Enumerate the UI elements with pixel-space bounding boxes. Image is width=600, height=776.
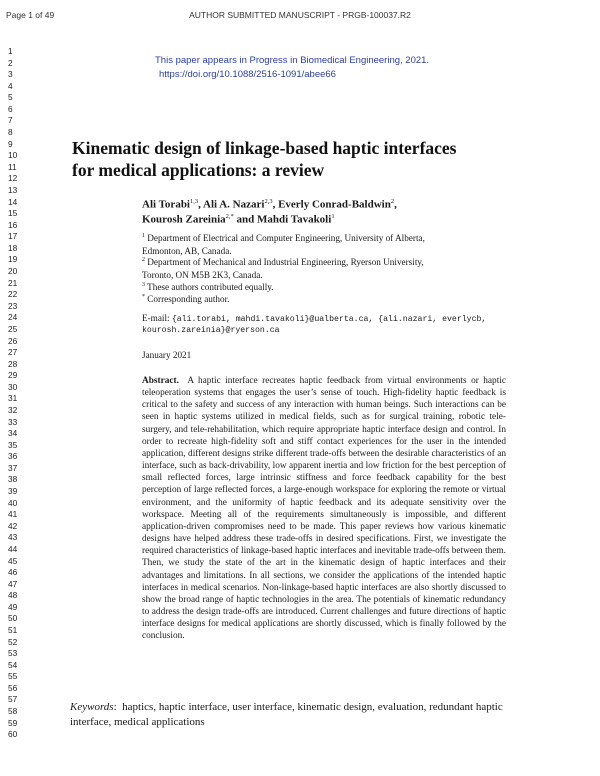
line-number: 1 — [8, 46, 13, 56]
paper-title-line2: for medical applications: a review — [72, 160, 325, 180]
line-number: 42 — [8, 520, 18, 531]
corresponding-author-note: * Corresponding author. — [142, 294, 230, 305]
line-number: 25 — [8, 323, 18, 334]
email-line-2[interactable]: kourosh.zareinia}@ryerson.ca — [142, 326, 280, 335]
line-number: 48 — [8, 590, 18, 601]
doi-link[interactable]: https://doi.org/10.1088/2516-1091/abee66 — [159, 69, 336, 80]
author-affiliation-mark: 1 — [331, 213, 335, 220]
line-number: 4 — [8, 80, 13, 91]
line-number: 33 — [8, 416, 18, 427]
keywords: Keywords: haptics, haptic interface, user interface, kinematic design, evaluation, redundant haptic interface, medical applications — [70, 701, 503, 728]
author-name: Mahdi Tavakoli — [257, 213, 332, 226]
author-affiliation-mark: 2 — [390, 198, 395, 205]
line-number: 35 — [8, 439, 18, 450]
author-affiliation-mark: 1,3 — [190, 198, 199, 205]
author-name: Ali Torabi — [142, 198, 190, 211]
line-number: 6 — [8, 103, 13, 114]
author-affiliation-mark: 2,* — [225, 213, 234, 220]
line-number: 38 — [8, 474, 18, 485]
line-number: 31 — [8, 393, 18, 404]
line-number: 12 — [8, 173, 18, 184]
author-name: Everly Conrad-Baldwin — [278, 198, 391, 211]
line-number: 21 — [8, 277, 18, 288]
author-line-2: Kourosh Zareinia$^{2,*}$ and Mahdi Tavakoli$^1$ — [142, 213, 335, 226]
line-number: 49 — [8, 601, 18, 612]
line-number: 10 — [8, 150, 18, 161]
line-number: 57 — [8, 694, 18, 705]
line-number: 52 — [8, 636, 18, 647]
line-number: 40 — [8, 497, 18, 508]
line-number: 20 — [8, 266, 18, 277]
line-number: 45 — [8, 555, 18, 566]
equal-contribution-note: $^3$ These authors contributed equally. — [142, 282, 274, 293]
author-name: Kourosh Zareinia — [142, 213, 226, 226]
abstract — [142, 375, 506, 642]
line-number: 19 — [8, 254, 18, 265]
line-number: 17 — [8, 231, 18, 242]
line-number: 24 — [8, 312, 18, 323]
line-number: 58 — [8, 706, 18, 717]
paper-title-line1: Kinematic design of linkage-based haptic interfaces — [72, 138, 457, 158]
line-number: 29 — [8, 370, 18, 381]
line-number: 22 — [8, 289, 18, 300]
manuscript-label: AUTHOR SUBMITTED MANUSCRIPT - PRGB-100037.R2 — [189, 10, 411, 20]
affiliation-2: $^2$ Department of Mechanical and Industrial Engineering, Ryerson University, — [142, 257, 424, 268]
affiliation-1-cont: Edmonton, AB, Canada. — [142, 246, 232, 256]
line-number: 16 — [8, 219, 18, 230]
email-label: E-mail: — [142, 313, 170, 323]
line-number: 47 — [8, 578, 18, 589]
line-number: 54 — [8, 659, 18, 670]
email-addresses[interactable]: {ali.torabi, mahdi.tavakoli}@ualberta.ca, {ali.nazari, everlycb, — [171, 315, 487, 324]
line-number: 30 — [8, 381, 18, 392]
line-number: 7 — [8, 115, 13, 126]
line-number: 53 — [8, 648, 18, 659]
line-number: 11 — [8, 161, 17, 172]
affiliation-2-cont: Toronto, ON M5B 2K3, Canada. — [142, 270, 263, 280]
line-number: 56 — [8, 682, 18, 693]
line-number: 27 — [8, 347, 18, 358]
line-number: 44 — [8, 543, 18, 554]
line-number: 60 — [8, 729, 18, 740]
line-number: 34 — [8, 428, 18, 439]
email-line-1 — [142, 313, 486, 324]
line-number: 13 — [8, 184, 18, 195]
line-number: 46 — [8, 567, 18, 578]
line-number: 14 — [8, 196, 18, 207]
submission-date: January 2021 — [142, 350, 192, 360]
page-indicator: Page 1 of 49 — [6, 10, 55, 20]
affiliation-1: $^1$ Department of Electrical and Computer Engineering, University of Alberta, — [142, 233, 425, 244]
line-number: 59 — [8, 717, 18, 728]
abstract-text: A haptic interface recreates haptic feedback from virtual environments or haptic teleoperation systems that engages the user’s sense of touch. High-fidelity haptic feedback is critical to the safety and success of any interaction with human beings. Such interactions can be seen in haptic systems utilized in medical fields, such as for surgical training, robotic tele-surgery, and tele-rehabilitation, which require appropriate haptic interface design and control. In order to recreate high-fidelity soft and stiff contact experiences for the user in the intended application, different designs strike different trade-offs between the desirable characteristics of an interface, such as back-drivability, low apparent inertia and low friction for the best perception of small reflected forces, large intrinsic stiffness and force feedback capability for the best perception of large reflected forces, a large-enough workspace for exploring the remote or virtual environment, and the uniformity of haptic feedback and its adequate sensitivity over the workspace. Meeting all of the requirements simultaneously is impossible, and different application-driven compromises need to be made. This paper reviews how various kinematic designs have helped address these trade-offs in desired specifications. First, we investigate the required characteristics of linkage-based haptic interfaces and inevitable trade-offs between them. Then, we study the state of the art in the kinematic design of haptic interfaces and their advantages and limitations. In all sections, we consider the applications of the intended haptic interfaces in medical scenarios. Non-linkage-based haptic interfaces are also shortly discussed to show the broad range of haptic technologies in the area. The potentials of kinematic redundancy to address the design trade-offs are introduced. Current challenges and future directions of haptic interface designs for medical applications are shortly discussed, which is finally followed by the conclusion. — [142, 376, 506, 642]
line-number: 2 — [8, 57, 13, 68]
line-number: 28 — [8, 358, 18, 369]
line-number: 18 — [8, 242, 18, 253]
line-number: 3 — [8, 69, 13, 80]
line-number: 37 — [8, 462, 18, 473]
author-name: Ali A. Nazari — [203, 198, 265, 211]
line-number: 23 — [8, 300, 18, 311]
line-number: 39 — [8, 486, 18, 497]
abstract-label: Abstract. — [142, 376, 179, 386]
keywords-label: Keywords — [70, 701, 114, 713]
publication-notice: This paper appears in Progress in Biomedical Engineering, 2021. — [155, 55, 430, 66]
line-number: 51 — [8, 625, 18, 635]
line-number: 26 — [8, 335, 18, 346]
keywords-text: haptics, haptic interface, user interface, kinematic design, evaluation, redundant haptic interface, medical applications — [70, 701, 503, 728]
author-line-1: Ali Torabi$^{1,3}$, Ali A. Nazari$^{2,3}$, Everly Conrad-Baldwin$^2$, — [142, 198, 397, 211]
line-number: 55 — [8, 671, 18, 682]
line-number: 50 — [8, 613, 18, 624]
line-number: 5 — [8, 92, 13, 103]
line-number: 41 — [8, 509, 18, 520]
line-number: 15 — [8, 208, 18, 219]
line-number: 9 — [8, 138, 13, 149]
line-number: 36 — [8, 451, 18, 462]
line-number: 8 — [8, 127, 13, 138]
line-number: 32 — [8, 404, 18, 415]
author-affiliation-mark: 2,3 — [264, 198, 273, 205]
line-number: 43 — [8, 532, 18, 543]
